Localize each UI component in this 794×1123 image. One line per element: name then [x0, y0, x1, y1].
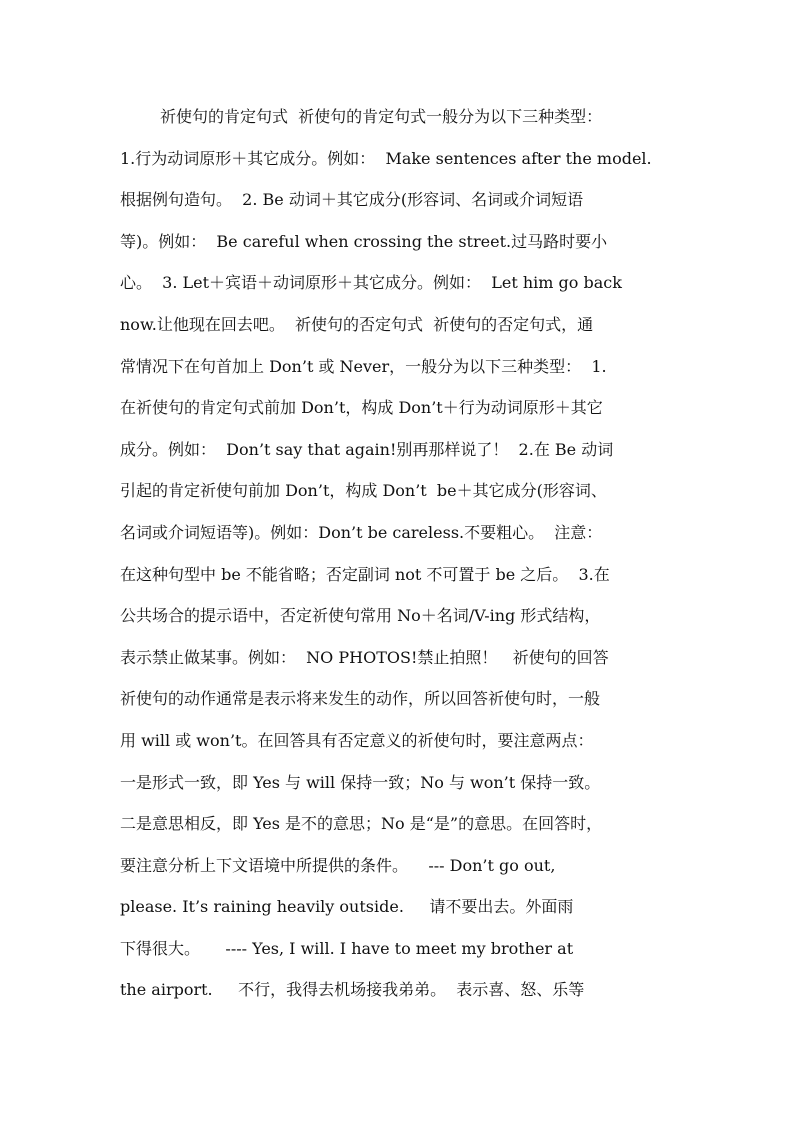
- text-line: 公共场合的提示语中，否定祈使句常用 No＋名词/V-ing 形式结构，: [120, 606, 601, 626]
- text-line: 常情况下在句首加上 Don’t 或 Never，一般分为以下三种类型： 1.: [120, 356, 607, 376]
- text-line: 1.行为动词原形＋其它成分。例如： Make sentences after the model.: [120, 148, 652, 168]
- text-line: 用 will 或 won’t。在回答具有否定意义的祈使句时，要注意两点：: [120, 730, 594, 750]
- text-line: 要注意分析上下文语境中所提供的条件。 --- Don’t go out,: [120, 855, 556, 875]
- text-line: the airport. 不行，我得去机场接我弟弟。 表示喜、怒、乐等: [120, 980, 585, 1000]
- text-line: 一是形式一致，即 Yes 与 will 保持一致；No 与 won’t 保持一致。: [120, 772, 601, 792]
- text-line: now.让他现在回去吧。 祈使句的否定句式 祈使句的否定句式，通: [120, 314, 594, 334]
- text-line: 名词或介词短语等)。例如：Don’t be careless.不要粗心。 注意：: [120, 522, 603, 542]
- document-body: [120, 96, 682, 1011]
- text-line: 引起的肯定祈使句前加 Don’t，构成 Don’t be＋其它成分(形容词、: [120, 481, 607, 501]
- text-line: 二是意思相反，即 Yes 是不的意思；No 是“是”的意思。在回答时，: [120, 814, 603, 834]
- text-line: 祈使句的动作通常是表示将来发生的动作，所以回答祈使句时，一般: [120, 689, 601, 709]
- text-line: 表示禁止做某事。例如： NO PHOTOS!禁止拍照！ 祈使句的回答: [120, 647, 609, 667]
- text-line: 下得很大。 ---- Yes, I will. I have to meet my brother at: [120, 938, 574, 958]
- text-line: 等)。例如： Be careful when crossing the street.过马路时要小: [120, 231, 608, 251]
- text-line: 祈使句的肯定句式 祈使句的肯定句式一般分为以下三种类型：: [160, 107, 603, 126]
- text-line: 心。 3. Let＋宾语＋动词原形＋其它成分。例如： Let him go back: [120, 273, 622, 293]
- text-line: 根据例句造句。 2. Be 动词＋其它成分(形容词、名词或介词短语: [120, 190, 584, 210]
- text-line: 在这种句型中 be 不能省略；否定副词 not 不可置于 be 之后。 3.在: [120, 564, 610, 584]
- text-line: 在祈使句的肯定句式前加 Don’t，构成 Don’t＋行为动词原形＋其它: [120, 398, 603, 418]
- text-line: 成分。例如： Don’t say that again!别再那样说了！ 2.在 Be 动词: [120, 439, 614, 459]
- text-line: please. It’s raining heavily outside. 请不要出去。外面雨: [120, 897, 574, 917]
